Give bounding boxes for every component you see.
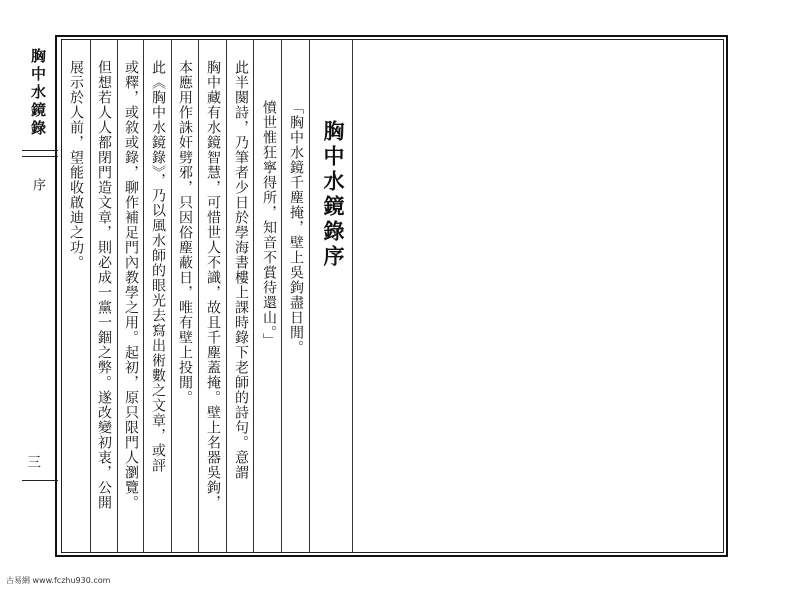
text-column-4: 胸中藏有水鏡智慧，可惜世人不識，故且千塵蓋掩。壁上名器吳鉤， (205, 60, 221, 510)
margin-divider (22, 480, 58, 481)
margin-divider (22, 150, 58, 151)
column-rule (281, 39, 282, 553)
column-rule (226, 39, 227, 553)
text-column-9: 展示於人前，望能收啟迪之功。 (68, 60, 84, 270)
margin-section: 序 (30, 178, 45, 191)
margin-divider (22, 156, 58, 157)
text-column-5: 本應用作誅奸劈邪，只因俗塵蔽日，唯有壁上投閒。 (177, 60, 193, 405)
column-rule (143, 39, 144, 553)
text-column-1: 「胸中水鏡千塵掩，壁上吳鉤盡日閒。 (288, 100, 304, 355)
text-column-2: 憤世惟狂寧得所，知音不賞待還山。」 (261, 100, 277, 348)
column-rule (309, 39, 310, 553)
text-column-8: 但想若人人都閉門造文章，則必成一黨一錮之弊。遂改變初衷，公開 (96, 60, 112, 510)
margin-book-title: 胸中水鏡錄 (29, 48, 47, 138)
text-column-7: 或釋，或敘或錄，聊作補足門內教學之用。起初，原只限門人瀏覽。 (123, 60, 139, 510)
column-rule (117, 39, 118, 553)
text-column-3: 此半闋詩，乃筆者少日於學海書樓上課時錄下老師的詩句。意謂 (233, 60, 249, 480)
margin-page-number: 三 (27, 455, 41, 471)
column-rule (352, 39, 353, 553)
document-title: 胸中水鏡錄序 (321, 120, 346, 270)
text-column-6: 此《胸中水鏡錄》，乃以風水師的眼光去寫出術數之文章，或評 (150, 60, 166, 473)
watermark: 古易網 www.fczhu930.com (6, 576, 111, 585)
column-rule (171, 39, 172, 553)
column-rule (90, 39, 91, 553)
column-rule (253, 39, 254, 553)
column-rule (198, 39, 199, 553)
